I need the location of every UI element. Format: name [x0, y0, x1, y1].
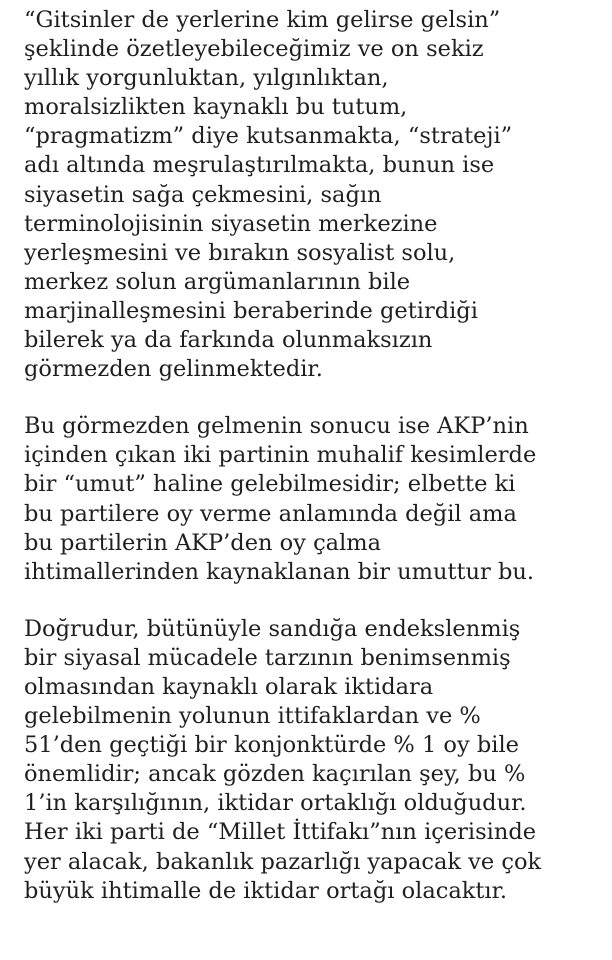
text-line: 51’den geçtiği bir konjonktürde % 1 oy bile — [24, 732, 519, 759]
text-line: “pragmatizm” diye kutsanmakta, “strateji” — [24, 123, 513, 150]
text-line: moralsizlikten kaynaklı bu tutum, — [24, 94, 408, 121]
text-line: önemlidir; ancak gözden kaçırılan şey, bu % — [24, 761, 526, 788]
text-line: bir “umut” haline gelebilmesidir; elbette ki — [24, 471, 516, 498]
text-line: olmasından kaynaklı olarak iktidara — [24, 673, 434, 700]
text-line: marjinalleşmesini beraberinde getirdiği — [24, 297, 478, 324]
text-line: görmezden gelinmektedir. — [24, 356, 323, 383]
text-line: gelebilmenin yolunun ittifaklardan ve % — [24, 703, 481, 730]
text-line: Her iki parti de “Millet İttifakı”nın içerisinde — [24, 819, 537, 846]
text-line: bir siyasal mücadele tarzının benimsenmiş — [24, 644, 511, 671]
text-line: Doğrudur, bütünüyle sandığa endekslenmiş — [24, 615, 521, 642]
text-line: merkez solun argümanlarının bile — [24, 268, 411, 295]
paragraph-3 — [24, 615, 604, 906]
text-line: yer alacak, bakanlık pazarlığı yapacak ve çok — [24, 848, 542, 875]
text-line: bu partilere oy verme anlamında değil ama — [24, 500, 517, 527]
text-line: ihtimallerinden kaynaklanan bir umuttur bu. — [24, 558, 534, 585]
text-line: terminolojisinin siyasetin merkezine — [24, 210, 438, 237]
text-line: 1’in karşılığının, iktidar ortaklığı olduğudur. — [24, 790, 527, 817]
paragraph-1 — [24, 6, 604, 384]
text-line: “Gitsinler de yerlerine kim gelirse gelsin” — [24, 7, 501, 33]
text-line: içinden çıkan iki partinin muhalif kesimlerde — [24, 442, 537, 469]
text-line: bilerek ya da farkında olunmaksızın — [24, 327, 433, 354]
text-line: siyasetin sağa çekmesini, sağın — [24, 181, 382, 208]
text-line: bu partilerin AKP’den oy çalma — [24, 529, 382, 556]
text-line: yıllık yorgunluktan, yılgınlıktan, — [24, 65, 389, 92]
article-body — [24, 6, 604, 906]
text-line: yerleşmesini ve bırakın sosyalist solu, — [24, 239, 456, 266]
text-line: büyük ihtimalle de iktidar ortağı olacaktır. — [24, 877, 508, 904]
paragraph-2 — [24, 412, 604, 587]
text-line: Bu görmezden gelmenin sonucu ise AKP’nin — [24, 413, 529, 440]
text-line: şeklinde özetleyebileceğimiz ve on sekiz — [24, 36, 484, 63]
text-line: adı altında meşrulaştırılmakta, bunun ise — [24, 152, 495, 179]
